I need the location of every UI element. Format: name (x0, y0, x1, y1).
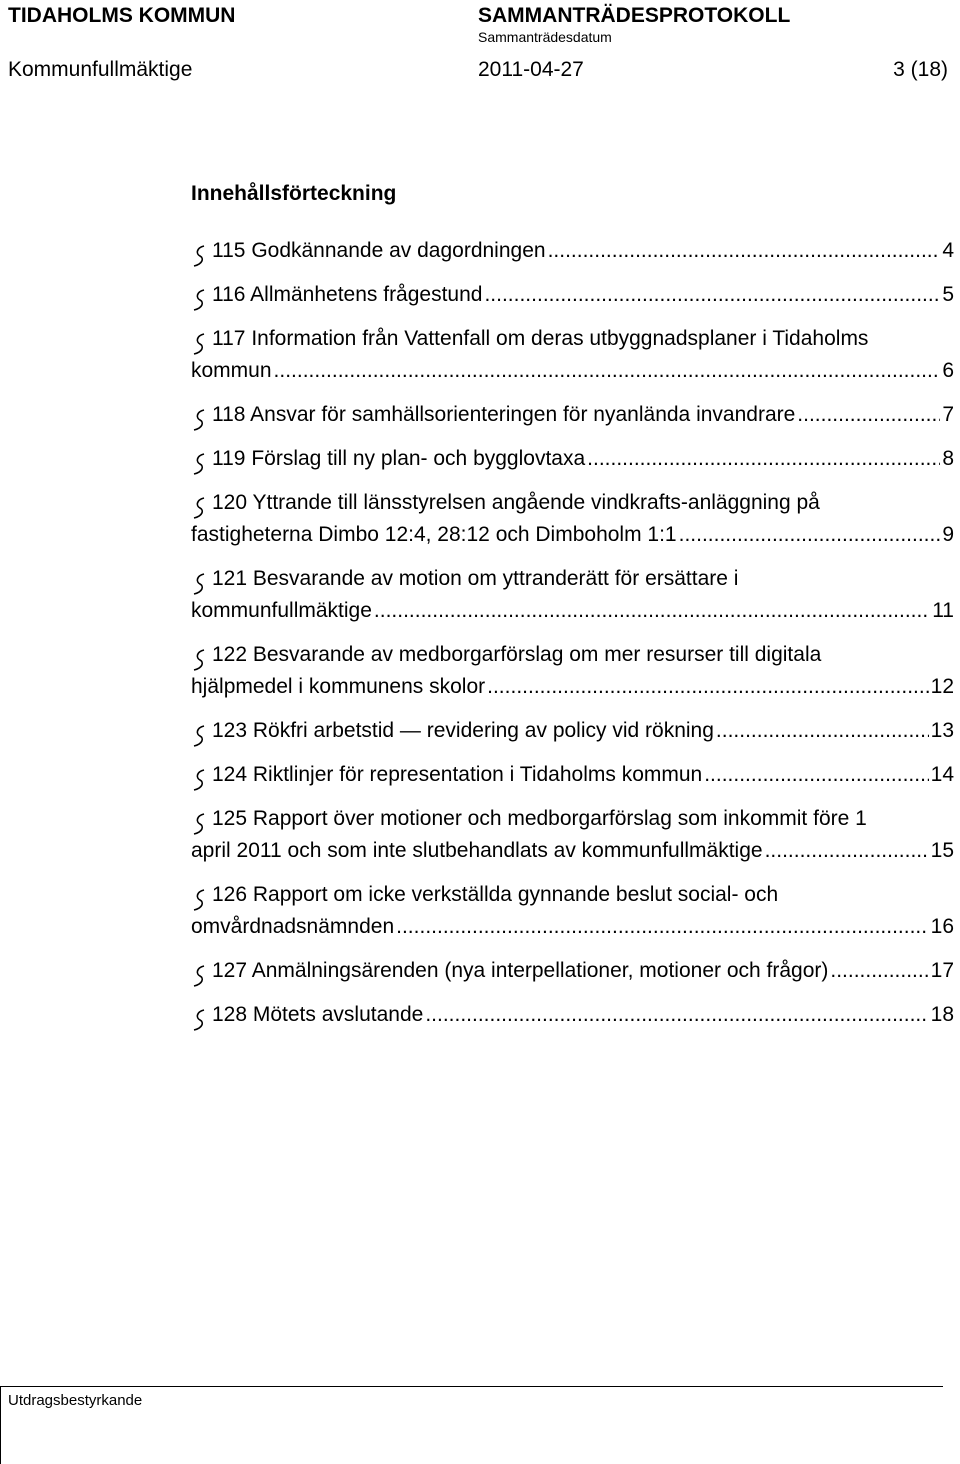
section-mark-icon (191, 289, 208, 311)
toc-entry[interactable] (191, 999, 954, 1031)
toc-entry-page: 17 (930, 959, 954, 982)
toc-entry-page: 7 (942, 403, 954, 426)
toc-entry-page: 6 (942, 359, 954, 382)
dot-leader (587, 443, 940, 475)
toc-list (191, 235, 954, 1043)
toc-entry-page: 12 (930, 675, 954, 698)
page-number: 3 (18) (893, 58, 948, 81)
organization-name: TIDAHOLMS KOMMUN (8, 4, 236, 27)
toc-entry[interactable] (191, 955, 954, 987)
toc-entry[interactable] (191, 279, 954, 311)
toc-entry-page: 5 (942, 283, 954, 306)
toc-entry-title: 120 Yttrande till länsstyrelsen angående vindkrafts-anläggning på (212, 491, 820, 514)
dot-leader (396, 911, 929, 943)
toc-entry-page: 15 (930, 839, 954, 862)
section-mark-icon (191, 409, 208, 431)
section-mark-icon (191, 573, 208, 595)
toc-entry-page: 18 (930, 1003, 954, 1026)
toc-entry[interactable] (191, 487, 954, 551)
section-mark-icon (191, 725, 208, 747)
toc-entry-page: 16 (930, 915, 954, 938)
dot-leader (679, 519, 941, 551)
toc-entry-title: 118 Ansvar för samhällsorienteringen för nyanlända invandrare (212, 403, 796, 426)
footer-divider (0, 1386, 943, 1387)
toc-entry-title: 128 Mötets avslutande (212, 1003, 424, 1026)
toc-entry-title: 116 Allmänhetens frågestund (212, 283, 483, 306)
dot-leader (704, 759, 928, 791)
toc-entry[interactable] (191, 879, 954, 943)
document-type: SAMMANTRÄDESPROTOKOLL (478, 4, 791, 27)
toc-entry-title: 122 Besvarande av medborgarförslag om mer resurser till digitala (212, 643, 822, 666)
toc-entry[interactable] (191, 563, 954, 627)
toc-entry-title: 119 Förslag till ny plan- och bygglovtaxa (212, 447, 586, 470)
toc-entry-title: hjälpmedel i kommunens skolor (191, 675, 486, 698)
toc-entry-title: kommunfullmäktige (191, 599, 372, 622)
section-mark-icon (191, 333, 208, 355)
section-mark-icon (191, 1009, 208, 1031)
toc-entry-title: april 2011 och som inte slutbehandlats av kommunfullmäktige (191, 839, 763, 862)
toc-entry-page: 14 (930, 763, 954, 786)
toc-entry[interactable] (191, 235, 954, 267)
dot-leader (830, 955, 928, 987)
section-mark-icon (191, 889, 208, 911)
toc-entry-title: 115 Godkännande av dagordningen (212, 239, 546, 262)
footer-label: Utdragsbestyrkande (8, 1392, 143, 1409)
section-mark-icon (191, 813, 208, 835)
toc-entry-page: 9 (942, 523, 954, 546)
toc-entry[interactable] (191, 399, 954, 431)
toc-entry-title: 123 Rökfri arbetstid — revidering av policy vid rökning (212, 719, 714, 742)
meeting-body: Kommunfullmäktige (8, 58, 193, 81)
section-mark-icon (191, 497, 208, 519)
dot-leader (716, 715, 929, 747)
dot-leader (274, 355, 941, 387)
toc-entry[interactable] (191, 759, 954, 791)
footer-box-edge (0, 1386, 1, 1464)
toc-heading: Innehållsförteckning (191, 182, 397, 205)
dot-leader (374, 595, 930, 627)
toc-entry-title: 126 Rapport om icke verkställda gynnande beslut social- och (212, 883, 779, 906)
toc-entry-title: 121 Besvarande av motion om yttranderätt för ersättare i (212, 567, 739, 590)
toc-entry-title: 127 Anmälningsärenden (nya interpellationer, motioner och frågor) (212, 959, 829, 982)
toc-entry-title: 124 Riktlinjer för representation i Tidaholms kommun (212, 763, 703, 786)
dot-leader (487, 671, 929, 703)
section-mark-icon (191, 965, 208, 987)
toc-entry[interactable] (191, 715, 954, 747)
toc-entry-page: 13 (930, 719, 954, 742)
dot-leader (797, 399, 940, 431)
section-mark-icon (191, 769, 208, 791)
toc-entry-title: kommun (191, 359, 272, 382)
section-mark-icon (191, 649, 208, 671)
toc-entry-page: 4 (942, 239, 954, 262)
toc-entry[interactable] (191, 443, 954, 475)
toc-entry-title: 117 Information från Vattenfall om deras utbyggnadsplaner i Tidaholms (212, 327, 869, 350)
dot-leader (765, 835, 929, 867)
toc-entry[interactable] (191, 323, 954, 387)
dot-leader (484, 279, 940, 311)
toc-entry-title: fastigheterna Dimbo 12:4, 28:12 och Dimboholm 1:1 (191, 523, 677, 546)
toc-entry-title: 125 Rapport över motioner och medborgarförslag som inkommit före 1 (212, 807, 867, 830)
toc-entry-page: 8 (942, 447, 954, 470)
toc-entry-page: 11 (932, 599, 954, 622)
section-mark-icon (191, 245, 208, 267)
section-mark-icon (191, 453, 208, 475)
date-label: Sammanträdesdatum (478, 29, 612, 45)
toc-entry[interactable] (191, 803, 954, 867)
meeting-date: 2011-04-27 (478, 58, 584, 81)
toc-entry[interactable] (191, 639, 954, 703)
dot-leader (548, 235, 941, 267)
dot-leader (425, 999, 928, 1031)
toc-entry-title: omvårdnadsnämnden (191, 915, 395, 938)
